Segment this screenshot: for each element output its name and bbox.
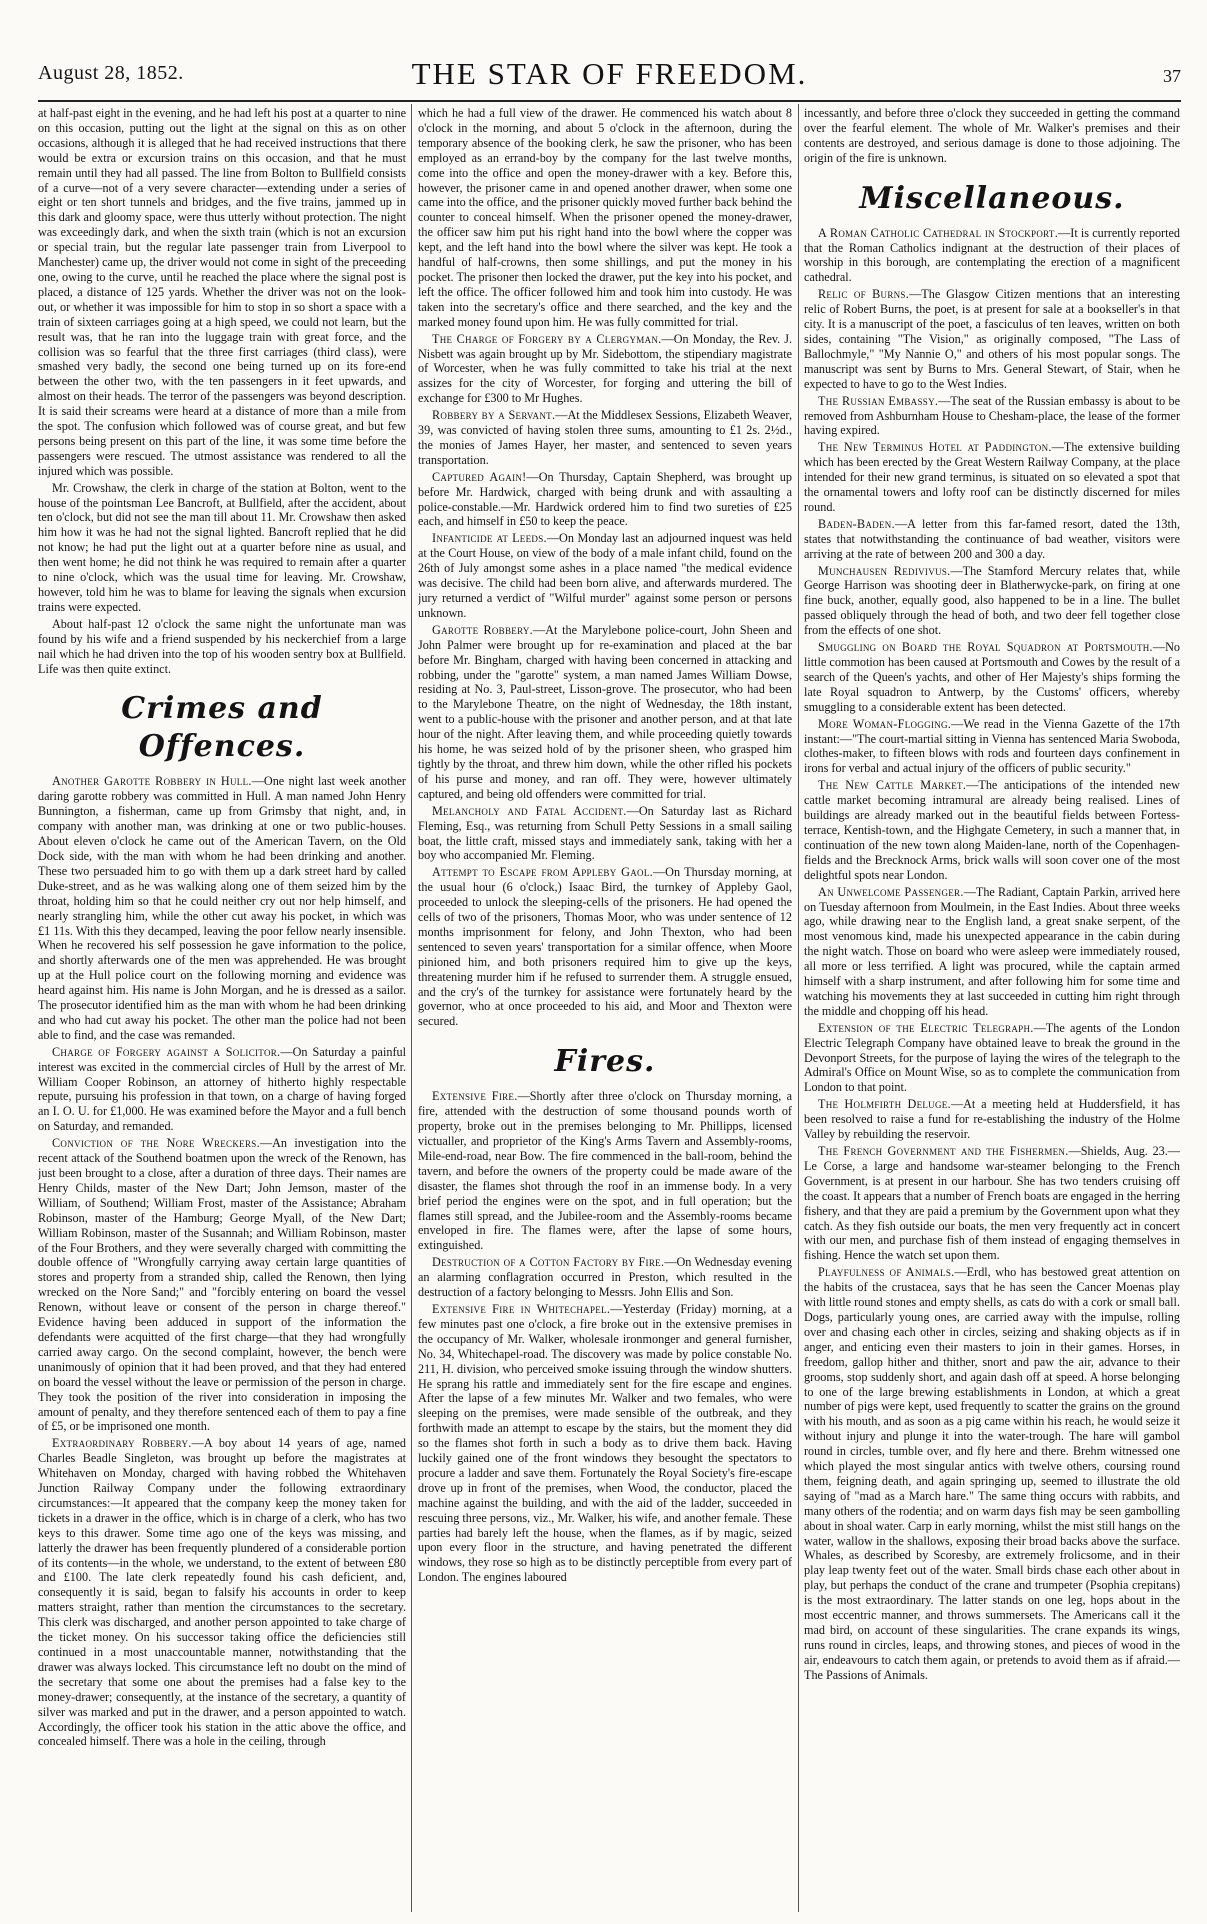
article-text: —On Monday, the Rev. J. Nisbett was again brought up by Mr. Sidebottom, the stipendiary magistrate of Worcester, when he was fully committed to take his trial at the next assizes for the city of Worcester, for forging and uttering the bill of exchange for £300 to Mr Hughes. bbox=[418, 331, 792, 406]
article-paragraph bbox=[418, 1255, 792, 1300]
page-number: 37 bbox=[1163, 66, 1181, 86]
article-text: —At the Marylebone police-court, John Sheen and John Palmer were brought up for re-examination and placed at the bar before Mr. Bingham, charged with having been concerned in attacking and robbing, under the "garotte" system, a man named James William Dowse, residing at No. 3, Paul-street, Lisson-grove. The prosecutor, who had been to the Marylebone Theatre, on the night of Wednesday, the 18th instant, went to a public-house with the prisoner and another person, and at that late hour of the night. After leaving them, and while proceeding quietly towards his home, he was seized hold of by the prisoner sheen, who grasped him tightly by the throat, and threw him down, while the other rifled his pockets of his purse and money, and ran off. They were, however ultimately captured, and being old offenders were committed for trial. bbox=[418, 622, 792, 801]
article-paragraph bbox=[418, 865, 792, 1029]
article-text: —It is currently reported that the Roman Catholics indignant at the destruction of their places of worship in this borough, are contemplating the erection of a magnificent cathedral. bbox=[804, 225, 1180, 285]
article-paragraph bbox=[418, 470, 792, 530]
article-headline: Relic of Burns. bbox=[818, 287, 910, 302]
article-headline: Captured Again! bbox=[432, 469, 527, 484]
article-text: —On Saturday a painful interest was excited in the commercial circles of Hull by the arrest of Mr. William Cooper Robinson, an attorney of hitherto highly respectable repute, pursuing his profession in that town, on a charge of having forged an I. O. U. for £1,000. He was examined before the Mayor and a full bench on Saturday, and remanded. bbox=[38, 1044, 406, 1134]
article-headline: Attempt to Escape from Appleby Gaol. bbox=[432, 865, 653, 880]
article-text: —The Radiant, Captain Parkin, arrived here on Tuesday afternoon from Moulmein, in the East Indies. About three weeks ago, while drawing near to the English land, a great snake serpent, of the most venomous kind, made his unexpected appearance in the cabin during the night watch. Those on board who were asleep were immediately roused, all more or less terrified. A light was procured, while the captain armed himself with a sharp instrument, and after following him for some time and watching his movements they at last succeeded in cutting him right through the middle and chopping off his head. bbox=[804, 884, 1180, 1018]
column-divider bbox=[798, 104, 799, 1912]
article-headline: Baden-Baden. bbox=[818, 516, 895, 531]
article-text: —On Saturday last as Richard Fleming, Esq., was returning from Schull Petty Sessions in a small sailing boat, the little craft, missed stays and immediately sank, taking with her a boy who accompanied Mr. Fleming. bbox=[418, 803, 792, 863]
article-headline: Melancholy and Fatal Accident. bbox=[432, 803, 627, 818]
article-headline: Extension of the Electric Telegraph. bbox=[818, 1020, 1034, 1035]
article-text: —At the Middlesex Sessions, Elizabeth Weaver, 39, was convicted of having stolen three sums, amounting to £1 2s. 2½d., the monies of James Hayer, her master, and sentenced to seven years transportation. bbox=[418, 408, 792, 467]
column-divider bbox=[411, 104, 412, 1912]
article-text: incessantly, and before three o'clock they succeeded in getting the command over the fearful element. The whole of Mr. Walker's premises and their contents are destroyed, and serious damage is done to those adjoining. The origin of the fire is unknown. bbox=[804, 106, 1180, 165]
article-headline: Destruction of a Cotton Factory by Fire. bbox=[432, 1255, 665, 1270]
article-headline: The Charge of Forgery by a Clergyman. bbox=[432, 331, 662, 346]
newspaper-title: THE STAR OF FREEDOM. bbox=[411, 56, 808, 91]
article-headline: Munchausen Redivivus. bbox=[818, 563, 951, 578]
article-headline: The Russian Embassy. bbox=[818, 393, 939, 408]
article-paragraph bbox=[38, 106, 406, 479]
article-headline: Extensive Fire. bbox=[432, 1089, 518, 1104]
article-text: —On Monday last an adjourned inquest was held at the Court House, on view of the body of a male infant child, found on the 26th of July amongst some ashes in a place named "the medical evidence was decisive. The child had been born alive, and afterwards murdered. The jury returned a verdict of "Wilful murder" against some person or persons unknown. bbox=[418, 531, 792, 620]
column-1 bbox=[38, 106, 406, 1914]
article-paragraph bbox=[804, 394, 1180, 439]
masthead-rule bbox=[38, 100, 1181, 102]
article-text: —The Stamford Mercury relates that, while George Harrison was shooting deer in Blatherwycke-park, on firing at one fine buck, another, equally good, also happened to be in a line. The bullet passed obliquely through the head of both, and two deer fell together close from the effects of one shot. bbox=[804, 563, 1180, 638]
section-heading: Miscellaneous. bbox=[859, 180, 1125, 216]
article-paragraph bbox=[804, 1097, 1180, 1142]
article-text: —On Wednesday evening an alarming conflagration occurred in Preston, which resulted in the destruction of a factory belonging to Messrs. John Ellis and Son. bbox=[418, 1255, 792, 1300]
article-paragraph bbox=[418, 1089, 792, 1253]
article-paragraph bbox=[418, 1302, 792, 1585]
article-headline: Conviction of the Nore Wreckers. bbox=[52, 1136, 260, 1151]
article-headline: Playfulness of Animals. bbox=[818, 1265, 955, 1280]
article-headline: The French Government and the Fishermen. bbox=[818, 1144, 1069, 1158]
article-paragraph bbox=[418, 531, 792, 620]
article-headline: More Woman-Flogging. bbox=[818, 716, 952, 731]
article-text: —On Thursday, Captain Shepherd, was brought up before Mr. Hardwick, charged with being drunk and with assaulting a police-constable.—Mr. Hardwick ordered him to find two sureties of £25 each, and himself in £50 to keep the peace. bbox=[418, 469, 792, 529]
article-headline: The Holmfirth Deluge. bbox=[818, 1097, 951, 1112]
article-text: —Shortly after three o'clock on Thursday morning, a fire, attended with the destruction of some thousand pounds worth of property, broke out in the premises belonging to Mr. Phillipps, licensed victualler, and proprietor of the King's Arms Tavern and Assembly-rooms, Mile-end-road, near Bow. The fire commenced in the ball-room, behind the tavern, and before the owners of the property could be made aware of the disaster, the flames shot through the roof in an immense body. In a very brief period the engines were on the spot, and in full operation; but the flames still spread, and the Jubilee-room and the Assembly-rooms became enveloped in fire. The flames were, after the lapse of some hours, extinguished. bbox=[418, 1089, 792, 1253]
section-heading: Fires. bbox=[554, 1044, 656, 1080]
article-paragraph bbox=[804, 640, 1180, 715]
article-paragraph bbox=[804, 564, 1180, 639]
article-text: —Yesterday (Friday) morning, at a few minutes past one o'clock, a fire broke out in the extensive premises in the occupancy of Mr. Walker, wholesale ironmonger and general furnisher, No. 34, Whitechapel-road. The discovery was made by police constable No. 211, H. division, who perceived smoke issuing through the window shutters. He sprang his rattle and immediately sent for the fire escape and engines. After the lapse of a few minutes Mr. Walker and two females, who were sleeping on the premises, were made sensible of the outbreak, and they forthwith made an attempt to escape by the stairs, but the moment they did so the flames shot forth in such a body as to drive them back. Having luckily gained one of the front windows they besought the spectators to procure a ladder and save them. Fortunately the Royal Society's fire-escape drove up in front of the premises, when Wood, the conductor, placed the machine against the building, and with the aid of the ladder, succeeded in rescuing three persons, viz., Mr. Walker, his wife, and another female. These parties had barely left the house, when the flames, as if by magic, seized upon every floor in the structure, and having penetrated the different windows, they rose so high as to be distinctly perceptible from every part of London. The engines laboured bbox=[418, 1301, 792, 1585]
article-text: —A boy about 14 years of age, named Charles Beadle Singleton, was brought up before the magistrates at Whitehaven on Monday, charged with having robbed the Whitehaven Junction Railway Company under the following extraordinary circumstances:—It appeared that the company keep the money taken for tickets in a drawer in the office, which is in charge of a clerk, who has two keys to this drawer. Some time ago one of the keys was missing, and latterly the drawer has been frequently plundered of a considerable portion of its contents—in the whole, we understand, to the extent of between £80 and £100. The late clerk repeatedly found his cash deficient, and, consequently it is said, began to falsify his accounts in order to keep matters straight, rather than mention the circumstances to the secretary. This clerk was discharged, and another person appointed to take charge of the ticket money. On his successor taking office the deficiencies still continued in a most unaccountable manner, notwithstanding that the drawer was always locked. This circumstance left no doubt on the mind of the secretary that some one about the premises had a false key to the money-drawer; consequently, at the instance of the secretary, a quantity of silver was marked and put in the drawer, and a person appointed to watch. Accordingly, the officer took his station in the attic above the office, and concealed himself. There was a hole in the ceiling, through bbox=[38, 1436, 406, 1749]
article-paragraph bbox=[804, 1021, 1180, 1096]
section-heading: Crimes and Offences. bbox=[121, 691, 323, 765]
column-2 bbox=[418, 106, 792, 1914]
article-paragraph bbox=[804, 717, 1180, 777]
article-paragraph bbox=[804, 778, 1180, 882]
article-paragraph bbox=[38, 774, 406, 1042]
article-paragraph bbox=[804, 287, 1180, 391]
article-text: —The agents of the London Electric Telegraph Company have obtained leave to break the ground in the Devonport Streets, for the purpose of laying the wires of the telegraph to the Admiral's Office on Mount Wise, so as to complete the communication from London to that point. bbox=[804, 1020, 1180, 1095]
article-text: at half-past eight in the evening, and he had left his post at a quarter to nine on this occasion, putting out the light at the signal on this as on other occasions, although it is alleged that he had received instructions that there would be extra or excursion trains on this occasion, and that he must remain until they had all passed. The line from Bolton to Bullfield consists of a curve—not of a very severe character—extending under a series of eight or ten short tunnels and bridges, and the five trains, jammed up in this dark and gloomy space, were thus utterly without protection. The night was exceedingly dark, and when the sixth train (which is not an excursion or special train, but the regular late passenger train from Liverpool to Manchester) came up, the driver would not come in sight of the preceeding one, owing to the curve, until he reached the place where the signal post is placed, a distance of 125 yards. Whether the driver was not on the look-out, or whether it was impossible for him to stop in so short a space with a train of sixteen carriages going at a high speed, we could not learn, but the result was, that he ran into the luggage train with great force, and the collision was so fearful that the three first carriages (third class), were smashed very badly, the second one being turned up on its fore-end between the other two, with the ten passengers in it feet upwards, and almost on their heads. The terror of the passengers was beyond description. It is said their screams were heard at a distance of more than a mile from the spot. The confusion which followed was of course great, and but few persons being present on this part of the line, it was some time before the passengers were rescued. The utmost assistance was rendered to all the injured which was possible. bbox=[38, 106, 406, 478]
article-headline: Extraordinary Robbery. bbox=[52, 1436, 192, 1451]
article-text: —We read in the Vienna Gazette of the 17th instant:—"The court-martial sitting in Vienna has sentenced Maria Swoboda, clothes-maker, to fifteen blows with rods and fourteen days confinement in irons for verbal and actual injury of the officers of public security." bbox=[804, 716, 1180, 776]
article-paragraph bbox=[804, 1265, 1180, 1682]
article-headline: A Roman Catholic Cathedral in Stockport. bbox=[818, 225, 1059, 240]
article-paragraph bbox=[804, 440, 1180, 515]
article-paragraph bbox=[804, 226, 1180, 286]
article-paragraph bbox=[804, 106, 1180, 166]
article-text: —No little commotion has been caused at Portsmouth and Cowes by the result of a search of the Queen's yachts, and other of Her Majesty's ships forming the late Royal squadron to Antwerp, by the Customs' officers, whereby smuggling to a considerable extent has been detected. bbox=[804, 640, 1180, 714]
article-paragraph bbox=[804, 517, 1180, 562]
article-headline: Garotte Robbery. bbox=[432, 622, 534, 637]
article-paragraph bbox=[418, 332, 792, 407]
article-text: —The anticipations of the intended new cattle market becoming intramural are already being realised. Lines of buildings are already marked out in the beautiful fields between Fortess-terrace, Kentish-town, and the Highgate Cemetery, in such a manner that, in continuation of the new town along Maiden-lane, north of the Copenhagen-fields and the Brecknock Arms, brick walls will soon cover one of the most delightful spots near London. bbox=[804, 778, 1180, 882]
article-paragraph bbox=[418, 623, 792, 802]
article-headline: Charge of Forgery against a Solicitor. bbox=[52, 1044, 281, 1059]
article-text: —At a meeting held at Huddersfield, it has been resolved to raise a fund for re-establishing the industry of the Holme Valley by rebuilding the reservoir. bbox=[804, 1097, 1180, 1142]
article-paragraph bbox=[418, 106, 792, 330]
article-headline: The New Terminus Hotel at Paddington. bbox=[818, 440, 1052, 455]
article-paragraph bbox=[38, 617, 406, 677]
article-headline: An Unwelcome Passenger. bbox=[818, 884, 964, 899]
article-paragraph bbox=[38, 1136, 406, 1434]
article-paragraph bbox=[418, 408, 792, 468]
article-paragraph bbox=[804, 1144, 1180, 1263]
article-headline: The New Cattle Market. bbox=[818, 778, 967, 793]
article-paragraph bbox=[804, 885, 1180, 1019]
article-headline: Smuggling on Board the Royal Squadron at Portsmouth. bbox=[818, 640, 1153, 655]
article-paragraph bbox=[38, 1436, 406, 1749]
masthead bbox=[38, 56, 1181, 96]
article-headline: Another Garotte Robbery in Hull. bbox=[52, 774, 252, 789]
article-text: —On Thursday morning, at the usual hour (6 o'clock,) Isaac Bird, the turnkey of Appleby Gaol, proceeded to unlock the sleeping-cells of the prisoners. He had opened the cells of two of the prisoners, Thomas Moor, who was under sentence of 12 months imprisonment for felony, and John Thexton, who had been sentenced to seven years' transportation for a similar offence, when Moore pinioned him, and both prisoners required him to give up the keys, threatening murder him if he refused to surrender them. A struggle ensued, and the cry's of the turnkey for assistance were fortunately heard by the governor, who at once proceeded to his aid, and Moor and Thexton were secured. bbox=[418, 865, 792, 1029]
article-text: About half-past 12 o'clock the same night the unfortunate man was found by his wife and a friend suspended by his neckerchief from a large nail which he had driven into the top of his wooden sentry box at Bullfield. Life was then quite extinct. bbox=[38, 616, 406, 676]
article-text: —A letter from this far-famed resort, dated the 13th, states that notwithstanding the continuance of bad weather, visitors were arriving at the rate of between 200 and 300 a day. bbox=[804, 516, 1180, 561]
article-text: —One night last week another daring garotte robbery was committed in Hull. A man named John Henry Bunnington, a fisherman, came up from Grimsby that night, and, in company with another man, was drinking at one or two public-houses. About eleven o'clock he came out of the American Tavern, on the Old Dock side, with the man with whom he had been drinking and another. These two persuaded him to go with them up a dark street hard by called Duke-street, and as he was walking along one of them seized him by the throat, holding him so that he could neither cry out nor help himself, and nearly strangling him, while the other cut away his pocket, in which was £1 11s. With this they decamped, leaving the poor fellow nearly insensible. When he recovered his self possession he gave information to the police, and shortly afterwards one of the men was apprehended. He was brought up at the Hull police court on the following morning and evidence was heard against him. His name is John Morgan, and he is dressed as a sailor. The prosecutor identified him as the man with whom he had been drinking and who had cut away his pocket. The other man the police had not been able to find, and the case was remanded. bbox=[38, 774, 406, 1042]
article-text: —An investigation into the recent attack of the Southend boatmen upon the wreck of the Renown, has just been brought to a close, after a duration of three days. Their names are Henry Childs, master of the New Dart; John Jemson, master of the William, of Southend; William Frost, master of the Assistance; Abraham Robinson, master of the Hamburg; George Myall, of the New Dart; William Robinson, master of the Susannah; and William Robinson, master of the Four Brothers, and they were severally charged with committing the double offence of "Wrongfully carrying away certain large quantities of stores and property from a stranded ship, called the Renown, then lying wrecked on the Nore Sand;" and "forcibly entering on board the vessel Renown, without leave or consent of the person in charge thereof." Evidence having been adduced in support of the information the defendants were acquitted of the first charge—that they had wrongfully carried away cargo. On the second complaint, however, the bench were unanimously of opinion that it had been proved, and that they had entered on board the vessel without the leave or permission of the person in charge. They took the position of the river into consideration in imposing the amount of penalty, and they therefore sentenced each of them to pay a fine of £5, or be imprisoned one month. bbox=[38, 1136, 406, 1434]
article-text: —Erdl, who has bestowed great attention on the habits of the crustacea, says that he has seen the Cancer Moenas play with little round stones and empty shells, as cats do with a cork or small ball. Dogs, particularly young ones, are carried away with the impulse, rolling over and chasing each other in circles, seizing and shaking objects as if in anger, and enticing even their masters to join in their games. Horses, in freedom, gallop hither and thither, snort and paw the air, advance to their grooms, stop suddenly short, and again dash off at speed. A horse belonging to one of the large brewing establishments in London, at which a great number of pigs were kept, used frequently to scatter the grains on the ground with his mouth, and as soon as a pig came within his reach, he would seize it without injury and plunge it into the water-trough. The hare will gambol round in circles, tumble over, and fly here and there. Brehm witnessed one which played the most singular antics with twelve others, coursing round them, feigning death, and again springing up, seemed to illustrate the old saying of "mad as a March hare." The same thing occurs with rabbits, and many others of the rodentia; and on warm days fish may be seen gambolling about in shoal water. Carp in early morning, whilst the mist still hangs on the water, wallow in the shallows, exposing their broad backs above the surface. Whales, as described by Scoresby, are extremely frolicsome, and in their play leap twenty feet out of the water. Small birds chase each other about in play, but perhaps the conduct of the crane and trumpeter (Psophia crepitans) is the most extraordinary. The latter stands on one leg, hops about in the most eccentric manner, and throws summersets. The Americans call it the mad bird, on account of these singularities. The crane expands its wings, runs round in circles, leaps, and throwing stones, and pieces of wood in the air, endeavours to catch them again, or pretends to avoid them as if afraid.—The Passions of Animals. bbox=[804, 1265, 1180, 1682]
issue-date: August 28, 1852. bbox=[38, 62, 184, 84]
article-text: —The Glasgow Citizen mentions that an interesting relic of Robert Burns, the poet, is at present for sale at a bookseller's in that city. It is a manuscript of the poet, a fasciculus of ten leaves, written on both sides, containing "The Vision," as originally composed, "The Lass of Ballochmyle," "My Nannie O," and others of his most popular songs. The manuscript was sent by Burns to Mrs. General Stewart, of Stair, when he expected to have to go to the West Indies. bbox=[804, 287, 1180, 391]
article-paragraph bbox=[38, 1045, 406, 1134]
article-text: Mr. Crowshaw, the clerk in charge of the station at Bolton, went to the house of the pointsman Lee Bancroft, at Bullfield, after the accident, about ten o'clock, but did not see the man till about 11. Mr. Crowshaw then asked him how it was he had not the signal lighted. Bancroft replied that he did not know; he had put the light out at a quarter before nine as usual, and then went home; he did not think he was required to remain after a quarter to nine o'clock, which was the usual time for leaving. Mr. Crowshaw, however, told him he was to blame for leaving the signals when excursion trains were expected. bbox=[38, 480, 406, 614]
article-text: —The seat of the Russian embassy is about to be removed from Ashburnham House to Chesham-place, the lease of the former having expired. bbox=[804, 393, 1180, 438]
article-text: —Shields, Aug. 23.—Le Corse, a large and handsome war-steamer belonging to the French Government, is at present in our harbour. She has two tenders cruising off the coast. It appears that a number of French boats are engaged in the herring fishery, and that they are paid a premium by the Government upon what they catch. As they fish outside our boats, the men very frequently act in concert with our men, and purchase fish of them instead of engaging themselves in fishing. Hence the watch set upon them. bbox=[804, 1144, 1180, 1263]
article-paragraph bbox=[38, 481, 406, 615]
article-headline: Extensive Fire in Whitechapel. bbox=[432, 1301, 611, 1316]
article-headline: Infanticide at Leeds. bbox=[432, 531, 547, 546]
article-headline: Robbery by a Servant. bbox=[432, 408, 556, 423]
column-3 bbox=[804, 106, 1180, 1914]
article-text: which he had a full view of the drawer. He commenced his watch about 8 o'clock in the morning, and about 5 o'clock in the afternoon, during the temporary absence of the booking clerk, he saw the prisoner, who has been employed as an errand-boy by the company for the last twelve months, come into the office and open the money-drawer with a key. Before this, however, the prisoner came in and opened another drawer, when some one came into the office, and the prisoner quickly moved further back behind the counter to conceal himself. When the prisoner opened the money-drawer, the officer saw him put his right hand into the bowl where the copper was kept, and the left hand into the bowl where the silver was kept. He took a handful of half-crowns, then some shillings, and put the money in his pocket. The prisoner then locked the drawer, put the key into his pocket, and left the office. The officer followed him and took him into custody. He was taken into the secretary's office and there searched, and the key and the marked money found upon him. He was fully committed for trial. bbox=[418, 106, 792, 329]
article-paragraph bbox=[418, 804, 792, 864]
article-text: —The extensive building which has been erected by the Great Western Railway Company, at the place intended for their new grand terminus, is situated on so elevated a spot that the ornamental towers and lofty roof can be distinctly discerned for miles round. bbox=[804, 440, 1180, 514]
